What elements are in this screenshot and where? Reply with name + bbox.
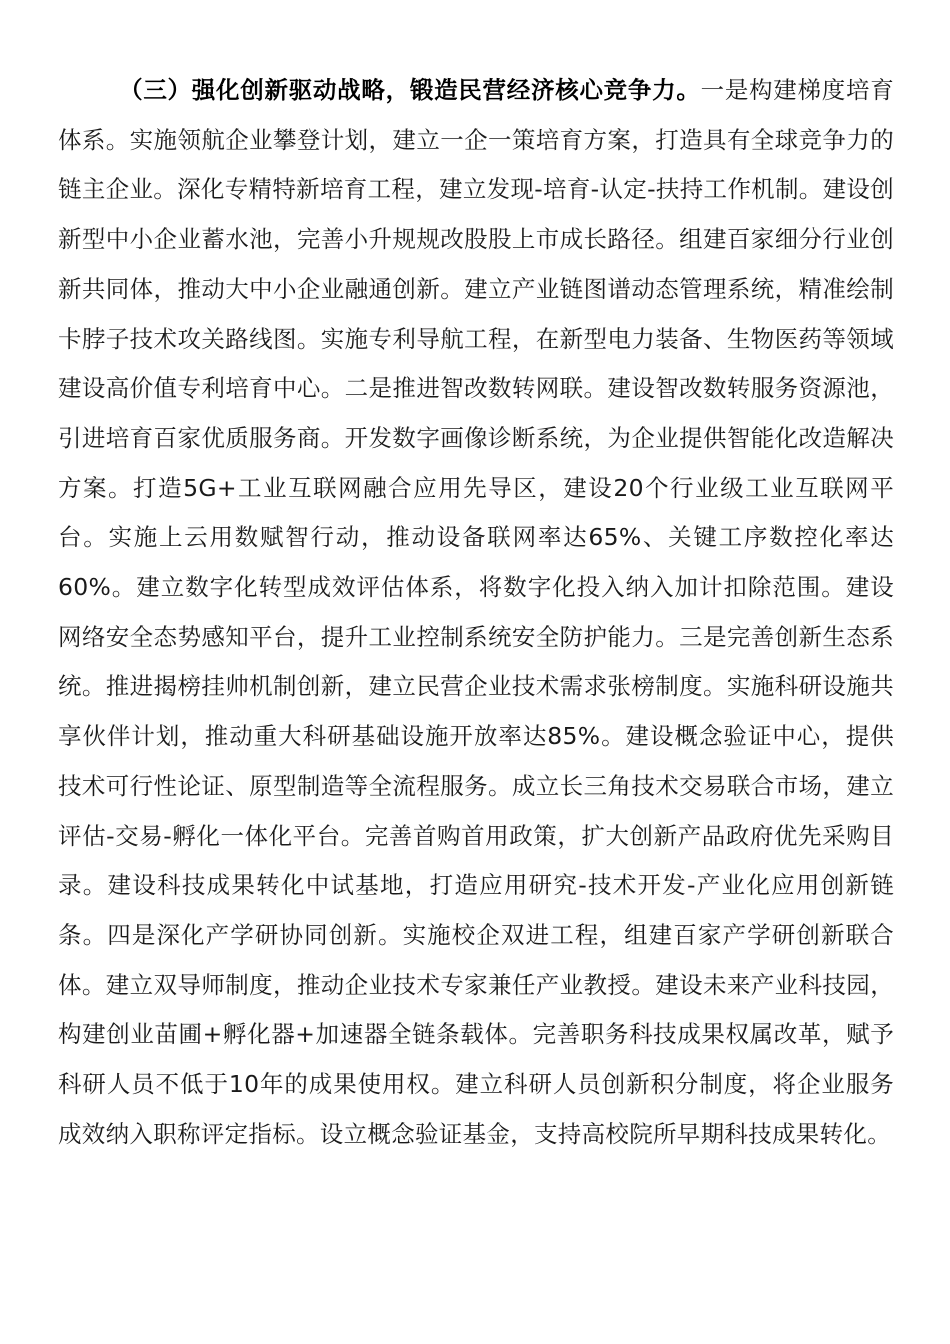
section-heading: （三）强化创新驱动战略，锻造民营经济核心竞争力。	[119, 76, 701, 104]
paragraph-body-text: 一是构建梯度培育体系。实施领航企业攀登计划，建立一企一策培育方案，打造具有全球竞争力的链主企业。深化专精特新培育工程，建立发现-培育-认定-扶持工作机制。建设创新型中小企业蓄水池，完善小升规规改股股上市成长路径。组建百家细分行业创新共同体，推动大中小企业融通创新。建立产业链图谱动态管理系统，精准绘制卡脖子技术攻关路线图。实施专利导航工程，在新型电力装备、生物医药等领域建设高价值专利培育中心。二是推进智改数转网联。建设智改数转服务资源池，引进培育百家优质服务商。开发数字画像诊断系统，为企业提供智能化改造解决方案。打造5G+工业互联网融合应用先导区，建设20个行业级工业互联网平台。实施上云用数赋智行动，推动设备联网率达65%、关键工序数控化率达60%。建立数字化转型成效评估体系，将数字化投入纳入加计扣除范围。建设网络安全态势感知平台，提升工业控制系统安全防护能力。三是完善创新生态系统。推进揭榜挂帅机制创新，建立民营企业技术需求张榜制度。实施科研设施共享伙伴计划，推动重大科研基础设施开放率达85%。建设概念验证中心，提供技术可行性论证、原型制造等全流程服务。成立长三角技术交易联合市场，建立评估-交易-孵化一体化平台。完善首购首用政策，扩大创新产品政府优先采购目录。建设科技成果转化中试基地，打造应用研究-技术开发-产业化应用创新链条。四是深化产学研协同创新。实施校企双进工程，组建百家产学研创新联合体。建立双导师制度，推动企业技术专家兼任产业教授。建设未来产业科技园，构建创业苗圃+孵化器+加速器全链条载体。完善职务科技成果权属改革，赋予科研人员不低于10年的成果使用权。建立科研人员创新积分制度，将企业服务成效纳入职称评定指标。设立概念验证基金，支持高校院所早期科技成果转化。	[58, 76, 894, 1148]
body-paragraph	[58, 66, 894, 1159]
